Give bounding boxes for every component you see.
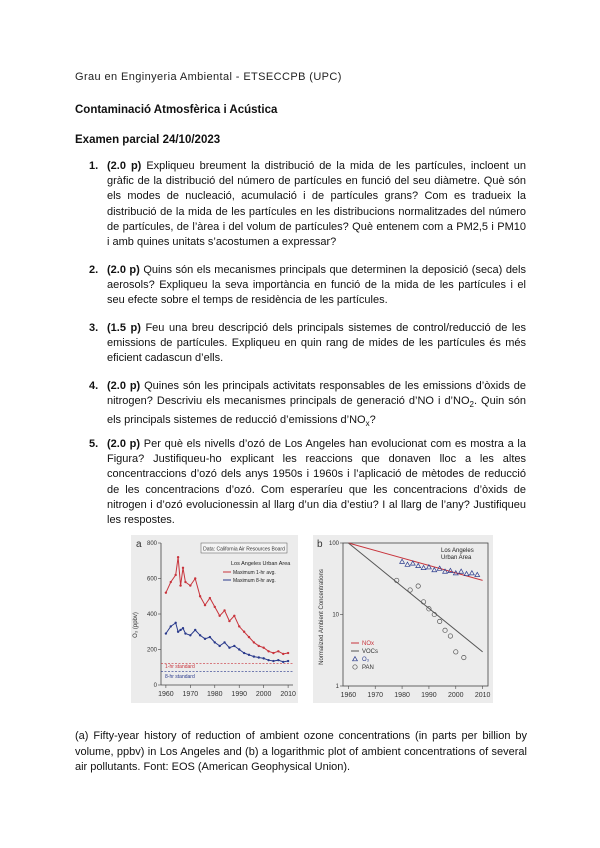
question-number: 2. [89,264,99,276]
data-point [209,597,211,599]
data-point [238,648,240,650]
y-tick-label: 1 [335,684,339,690]
x-tick-label: 2010 [280,691,296,698]
question-points: (2.0 p) [107,380,141,392]
question-2 [89,263,526,309]
subscript: 2 [469,400,474,410]
data-point [243,652,245,654]
x-tick-label: 1990 [231,691,248,698]
data-point [262,657,264,659]
course-header: Grau en Enginyeria Ambiental - ETSECCPB (UPC) [75,71,342,83]
y-tick-label: 10 [332,612,339,619]
data-point [218,615,220,617]
subscript: x [365,418,370,428]
pan-point [437,619,441,623]
x-tick-label: 2000 [447,692,464,699]
data-point [194,577,196,579]
question-number: 1. [89,160,99,172]
data-point [209,636,211,638]
data-point [272,652,274,654]
data-point [204,604,206,606]
data-point [165,632,167,634]
data-point [199,595,201,597]
data-point [179,629,181,631]
data-point [199,634,201,636]
x-tick-label: 2000 [255,691,272,698]
y-tick-label: 800 [146,541,157,547]
source-text: Data: California Air Resources Board [203,546,285,553]
data-point [287,660,289,662]
figure-caption: (a) Fifty-year history of reduction of ambient ozone concentrations (in parts per billion by volume, ppbv) in Los Angeles and (b) a logarithmic plot of ambient concentrations of several air pollutants. Font: EOS (American Geophysical Union). [75,730,527,773]
legend-title-2: Urban Area [441,555,472,561]
data-point [282,653,284,655]
data-point [214,641,216,643]
series-line [166,623,288,662]
o3-point [469,571,474,575]
data-point [182,627,184,629]
data-point [223,641,225,643]
question-3 [89,321,526,367]
panel-label: b [317,539,323,550]
data-point [253,655,255,657]
o3-point [464,571,469,575]
data-point [214,606,216,608]
question-text: Quines són les principals activitats responsables de les emissions d’òxids de nitrogen? Descriviu els mecanismes principals de generació d’NO i d’NO [107,380,526,408]
question-number: 3. [89,322,99,334]
question-points: (2.0 p) [107,438,141,450]
pan-point [462,655,466,659]
o3-point [459,569,464,573]
y-tick-label: 200 [146,647,157,654]
data-point [174,622,176,624]
pan-point [408,588,412,592]
data-point [189,584,191,586]
figure-b-log-chart [313,535,493,703]
figure-a-ozone-chart [131,535,298,703]
data-point [233,615,235,617]
question-4 [89,379,526,431]
question-points: (2.0 p) [107,160,142,172]
pan-point [416,584,420,588]
data-point [258,645,260,647]
pan-point [454,650,458,654]
question-1 [89,159,526,250]
x-tick-label: 1960 [158,691,174,698]
exam-title: Examen parcial 24/10/2023 [75,134,221,146]
data-point [262,647,264,649]
o3-point [400,559,405,563]
y-tick-label: 600 [146,576,157,583]
data-point [228,620,230,622]
question-text: ? [369,413,376,426]
data-point [177,556,179,558]
legend-swatch [353,665,357,669]
o3-point [416,563,421,567]
legend-title-1: Los Angeles [441,548,474,554]
data-point [233,645,235,647]
subject-title: Contaminació Atmosfèrica i Acústica [75,104,278,116]
x-tick-label: 1960 [340,692,357,699]
y-axis-label: Normalized Ambient Concentrations [319,569,325,665]
legend-title: Los Angeles Urban Area [231,561,291,567]
panel-label: a [136,539,142,550]
data-point [165,592,167,594]
y-tick-label: 0 [153,683,157,689]
data-point [277,650,279,652]
x-tick-label: 1970 [367,692,384,699]
x-tick-label: 1980 [206,691,223,698]
question-text: Quins són els mecanismes principals que determinen la deposició (seca) dels aerosols? Expliqueu la seva importància en funció de la mida de les partícules i el seu efecte sobre el temps de residència de les partícules. [107,264,526,307]
data-point [287,652,289,654]
data-point [253,641,255,643]
y-tick-label: 400 [146,612,157,618]
std-8h-label: 8-hr standard [165,674,195,680]
x-tick-label: 1980 [394,692,410,699]
data-point [189,634,191,636]
x-tick-label: 2010 [474,692,491,699]
data-point [243,631,245,633]
data-point [194,629,196,631]
std-1h-label: 1-hr standard [165,664,195,670]
question-text: Feu una breu descripció dels principals sistemes de control/reducció de les emissions de partícules. Expliqueu en quin rang de mides de les partícules és més eficient cadascun d’ells. [107,322,526,365]
question-number: 5. [89,438,99,450]
data-point [223,609,225,611]
question-text: . Quin són els principals sistemes de reducció d’emissions d’NO [107,395,527,426]
y-axis-label: O₃ (ppbv) [133,612,139,638]
data-point [184,581,186,583]
legend-8h-label: Maximum 8-hr avg. [233,578,276,584]
x-tick-label: 1990 [421,692,437,699]
data-point [182,567,184,569]
data-point [228,647,230,649]
o3-point [475,572,480,576]
y-tick-label: 100 [328,541,339,547]
legend-1h-label: Maximum 1-hr avg. [233,570,276,576]
data-point [170,581,172,583]
data-point [267,650,269,652]
question-points: (1.5 p) [107,322,141,334]
data-point [218,645,220,647]
data-point [277,659,279,661]
data-point [267,659,269,661]
data-point [248,636,250,638]
legend-label: VOCs [362,649,379,655]
o3-point [421,565,426,569]
legend-label: NOx [362,641,374,647]
data-point [204,638,206,640]
data-point [170,625,172,627]
legend-swatch [353,657,358,661]
data-point [248,654,250,656]
question-number: 4. [89,380,99,392]
legend-label: PAN [362,665,374,671]
o3-point [405,562,410,566]
x-tick-label: 1970 [182,691,199,698]
pan-point [443,628,447,632]
data-point [272,660,274,662]
o3-point [432,568,437,572]
data-point [258,656,260,658]
pan-point [448,634,452,638]
data-point [184,632,186,634]
data-point [282,661,284,663]
question-5 [89,437,526,528]
legend-label: O₃ [362,657,370,663]
data-point [238,625,240,627]
question-text: Per què els nivells d’ozó de Los Angeles han evolucionat com es mostra a la Figura? Justifiqueu-ho explicant les reaccions que donaven lloc a les altes concentraccions d’ozó dels anys 1950s i 1960s i l’aplicació de mètodes de reducció de les concentracions d’ozó. Com esperaríeu que les concentracions d’òxids de nitrogen i d’ozó evolucionessin al llarg d’un dia d’estiu? I al llarg de l’any? Justifiqueu les respostes. [107,438,526,527]
data-point [177,631,179,633]
question-points: (2.0 p) [107,264,140,276]
question-text: Expliqueu breument la distribució de la mida de les partícules, incloent un gràfic de la distribució del número de partícules en funció del seu diàmetre. Què són els modes de nucleació, acumulació i de partícules grans? Com es tradueix la distribució de la mida de les partícules en les distribucions normalitzades del número de partícules, de l’àrea i del volum de partícules? Què entenem com a PM2,5 i PM10 i amb quines unitats s’acostumen a expressar? [107,160,526,249]
data-point [174,574,176,576]
data-point [179,584,181,586]
